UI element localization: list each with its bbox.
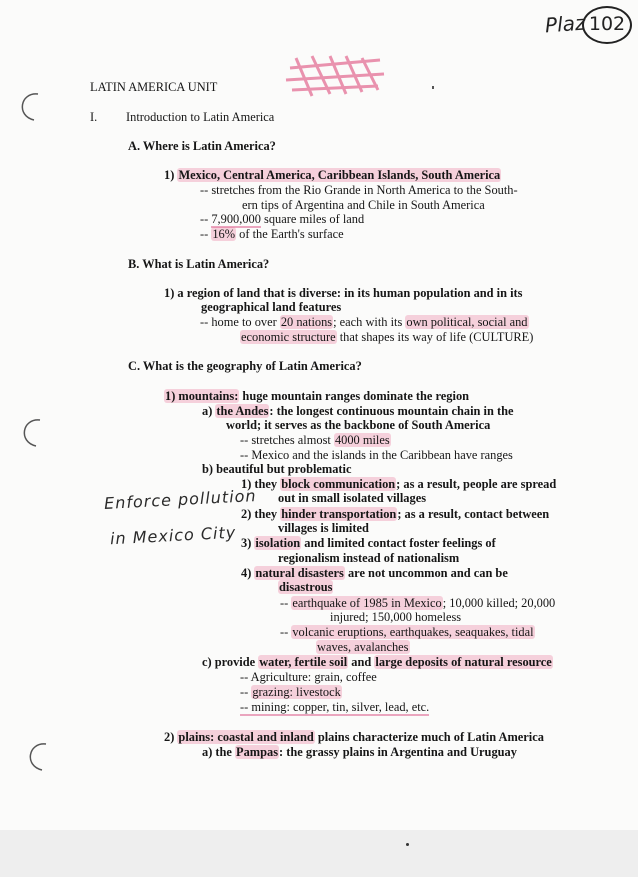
document-title: LATIN AMERICA UNIT bbox=[90, 80, 218, 94]
c-b4-cont: disastrous bbox=[279, 580, 333, 594]
c-andes-cont: world; it serves as the backbone of South America bbox=[226, 418, 491, 432]
c-b3: 3) isolation and limited contact foster feelings of bbox=[241, 536, 496, 550]
page-mark: Plaz bbox=[544, 10, 587, 38]
heading-b: B. What is Latin America? bbox=[128, 257, 270, 271]
a-bullet-1-cont: ern tips of Argentina and Chile in South America bbox=[242, 198, 485, 212]
c-beautiful: b) beautiful but problematic bbox=[202, 462, 352, 476]
a-bullet-1: -- stretches from the Rio Grande in North America to the South- bbox=[200, 183, 518, 197]
c-andes-bullet-2: -- Mexico and the islands in the Caribbean have ranges bbox=[240, 448, 513, 462]
c-b1-cont: out in small isolated villages bbox=[278, 491, 427, 505]
b-bullet-1: -- home to over 20 nations; each with its own political, social and bbox=[200, 315, 528, 329]
a-item-1: 1) Mexico, Central America, Caribbean Islands, South America bbox=[164, 168, 501, 182]
c-b4-example-2-cont: waves, avalanches bbox=[317, 640, 409, 654]
a-bullet-3: -- 16% of the Earth's surface bbox=[200, 227, 344, 241]
stray-mark bbox=[432, 86, 434, 89]
c-b2: 2) they hinder transportation; as a result, contact between bbox=[241, 507, 550, 521]
c-b4-example-2: -- volcanic eruptions, earthquakes, seaquakes, tidal bbox=[280, 625, 534, 639]
handwritten-note-line-2: in Mexico City bbox=[109, 522, 237, 549]
heading-a: A. Where is Latin America? bbox=[128, 139, 276, 153]
c-mountains: 1) mountains: huge mountain ranges dominate the region bbox=[165, 389, 470, 403]
punch-hole-top bbox=[14, 88, 44, 124]
stray-mark bbox=[406, 843, 409, 846]
b-item-1-cont: geographical land features bbox=[201, 300, 342, 314]
punch-hole-middle bbox=[16, 414, 46, 450]
c-b4-example-1-cont: injured; 150,000 homeless bbox=[330, 610, 462, 624]
page-number-circle bbox=[582, 6, 632, 44]
c-b4: 4) natural disasters are not uncommon and can be bbox=[241, 566, 508, 580]
c-provide-bullet-1: -- Agriculture: grain, coffee bbox=[240, 670, 377, 684]
heading-c: C. What is the geography of Latin America? bbox=[128, 359, 362, 373]
crossed-out-scribble bbox=[282, 50, 392, 100]
c-plains: 2) plains: coastal and inland plains characterize much of Latin America bbox=[164, 730, 544, 744]
c-provide: c) provide water, fertile soil and large deposits of natural resource bbox=[202, 655, 552, 669]
c-b4-example-1: -- earthquake of 1985 in Mexico; 10,000 killed; 20,000 bbox=[280, 596, 556, 610]
handwritten-note-line-1: Enforce pollution bbox=[103, 486, 258, 513]
section-title: Introduction to Latin America bbox=[126, 110, 275, 124]
c-andes-bullet-1: -- stretches almost 4000 miles bbox=[240, 433, 390, 447]
c-provide-bullet-3: -- mining: copper, tin, silver, lead, etc. bbox=[240, 700, 430, 714]
c-b2-cont: villages is limited bbox=[278, 521, 369, 535]
punch-hole-bottom bbox=[22, 738, 52, 774]
a-bullet-2: -- 7,900,000 square miles of land bbox=[200, 212, 365, 226]
c-pampas: a) the Pampas: the grassy plains in Argentina and Uruguay bbox=[202, 745, 517, 759]
scan-margin bbox=[0, 830, 638, 877]
c-andes: a) the Andes: the longest continuous mountain chain in the bbox=[202, 404, 514, 418]
page-number: 102 bbox=[588, 13, 626, 35]
b-bullet-1-cont: economic structure that shapes its way of life (CULTURE) bbox=[241, 330, 534, 344]
c-b1: 1) they block communication; as a result, people are spread bbox=[241, 477, 557, 491]
c-provide-bullet-2: -- grazing: livestock bbox=[240, 685, 341, 699]
section-number: I. bbox=[90, 110, 98, 124]
c-b3-cont: regionalism instead of nationalism bbox=[278, 551, 460, 565]
b-item-1: 1) a region of land that is diverse: in its human population and in its bbox=[164, 286, 523, 300]
